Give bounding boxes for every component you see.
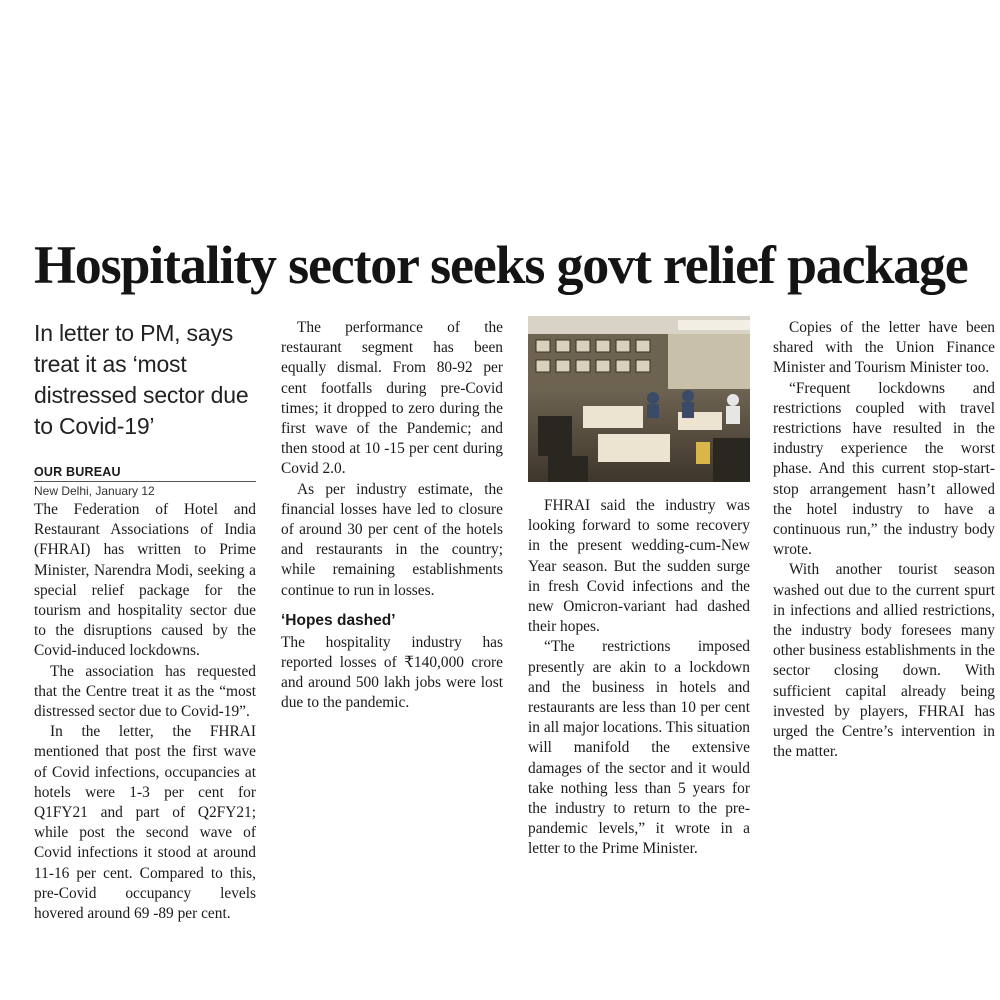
paragraph-p2: The association has requested that the Centre treat it as the “most distressed sector due to Covid-19”. <box>34 662 256 721</box>
paragraph-p9: Copies of the letter have been shared with the Union Finance Minister and Tourism Minister too. <box>773 319 995 377</box>
paragraph-p5: As per industry estimate, the financial losses have led to closure of around 30 per cent of the hotels and restaurants in the country; while remaining establishments continue to run in losses. <box>281 480 503 599</box>
subhead-hopes-dashed: ‘Hopes dashed’ <box>281 611 396 629</box>
deck: In letter to PM, says treat it as ‘most distressed sector due to Covid-19’ <box>34 320 249 439</box>
column-2-text <box>281 318 503 601</box>
paragraph-p3: In the letter, the FHRAI mentioned that post the first wave of Covid infections, occupancies at hotels were 1-3 per cent for Q1FY21 and part of Q2FY21; while post the second wave of Covid infections it stood at around 11-16 per cent. Compared to this, pre-Covid occupancy levels hovered around 69 -89 per cent. <box>34 723 256 923</box>
byline: OUR BUREAU <box>34 464 256 482</box>
column-4 <box>773 318 995 762</box>
column-1 <box>34 318 256 924</box>
column-3-text <box>528 496 750 860</box>
headline: Hospitality sector seeks govt relief package <box>34 235 968 295</box>
column-4-text <box>773 318 995 762</box>
column-3 <box>528 318 750 860</box>
paragraph-p7: FHRAI said the industry was looking forward to some recovery in the present wedding-cum-New Year season. But the sudden surge in fresh Covid infections and the new Omicron-variant had dashed their hopes. <box>528 497 750 636</box>
paragraph-p11: With another tourist season washed out due to the current spurt in infections and allied restrictions, the industry body foresees many other business establishments in the sector closing down. With sufficient capital already being invested by players, FHRAI has urged the Centre’s intervention in the matter. <box>773 561 995 761</box>
column-1-text <box>34 500 256 924</box>
column-2-text-after-subhead <box>281 633 503 714</box>
paragraph-p10: “Frequent lockdowns and restrictions coupled with travel restrictions have resulted in the industry experience the worst phase. And this current stop-start-stop arrangement hasn’t allowed the hotel industry to have a continuous run,” the industry body wrote. <box>773 379 995 559</box>
dateline: New Delhi, January 12 <box>34 484 155 498</box>
paragraph-p1: The Federation of Hotel and Restaurant Associations of India (FHRAI) has written to Prime Minister, Narendra Modi, seeking a special relief package for the tourism and hospitality sector due to the disruptions caused by the Covid-induced lockdowns. <box>34 501 256 660</box>
paragraph-p4: The performance of the restaurant segment has been equally dismal. From 80-92 per cent footfalls during pre-Covid times; it dropped to zero during the first wave of the Pandemic; and then stood at 10 -15 per cent during Covid 2.0. <box>281 319 503 478</box>
paragraph-p8: “The restrictions imposed presently are akin to a lockdown and the business in hotels and restaurants are less than 10 per cent in all major locations. This situation will manifold the extensive damages of the sector and it would take nothing less than 5 years for the industry to return to the pre-pandemic levels,” it wrote in a letter to the Prime Minister. <box>528 638 750 858</box>
paragraph-p6: The hospitality industry has reported losses of ₹140,000 crore and around 500 lakh jobs were lost due to the pandemic. <box>281 633 503 712</box>
restaurant-photo-image <box>528 316 750 482</box>
restaurant-photo <box>528 316 750 482</box>
column-2 <box>281 318 503 714</box>
